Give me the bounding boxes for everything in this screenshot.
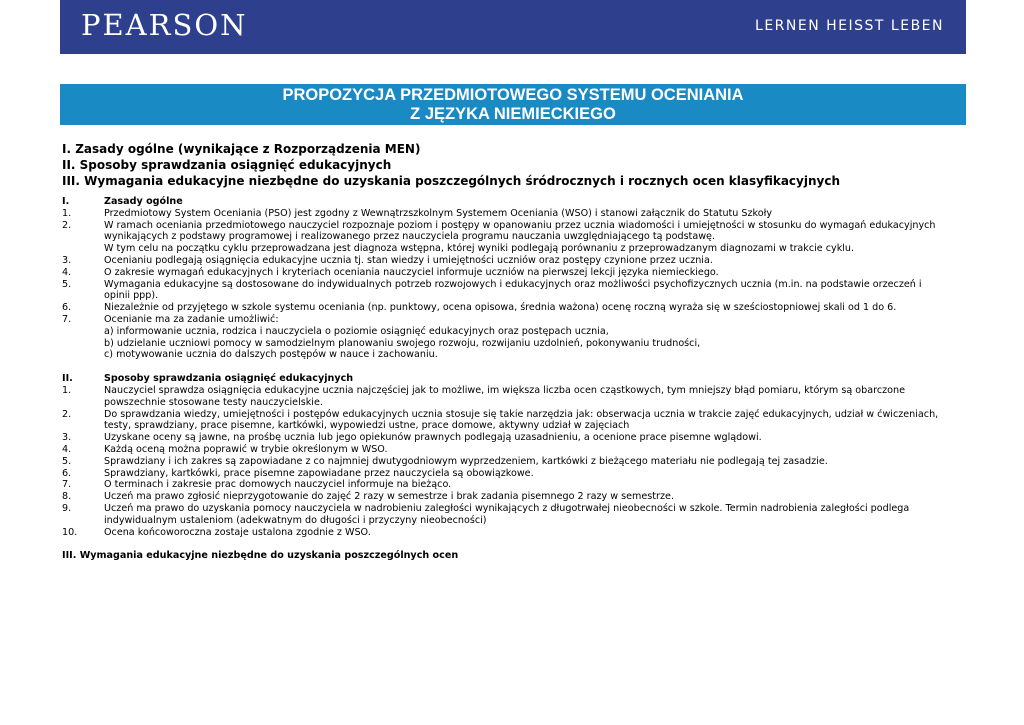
- item-text: opinii ppp).: [104, 290, 159, 302]
- item-text: a) informowanie ucznia, rodzica i nauczyciela o poziomie osiągnięć edukacyjnych oraz postępach ucznia,: [104, 325, 609, 337]
- item-text: Każdą oceną można poprawić w trybie określonym w WSO.: [104, 443, 388, 455]
- spacer: [62, 361, 962, 373]
- item-number: 5.: [62, 278, 72, 290]
- item-text: Przedmiotowy System Oceniania (PSO) jest zgodny z Wewnątrzszkolnym Systemem Oceniania (WSO) i stanowi załącznik do Statutu Szkoły: [104, 207, 773, 219]
- item-number: 5.: [62, 455, 72, 467]
- item-number: [62, 231, 104, 243]
- item-number: 7.: [62, 313, 72, 325]
- section-number: I.: [62, 196, 70, 207]
- list-item: [62, 326, 962, 338]
- list-item: [62, 314, 962, 326]
- item-text: Nauczyciel sprawdza osiągnięcia edukacyjne ucznia najczęściej jak to możliwe, im większa liczba ocen cząstkowych, tym mniejszy błąd pomiaru, którym są obarczone: [104, 384, 905, 396]
- item-text: b) udzielanie uczniowi pomocy w samodzielnym planowaniu swojego rozwoju, rozwijaniu uzdolnień, pokonywaniu trudności,: [104, 337, 701, 349]
- item-text: Ocenianie ma za zadanie umożliwić:: [104, 313, 279, 325]
- document-body: [62, 196, 962, 562]
- pearson-logo: PEARSON: [81, 8, 248, 42]
- item-number: 2.: [62, 219, 72, 231]
- list-item: [62, 220, 962, 232]
- list-item: [62, 385, 962, 397]
- item-text: indywidualnym ustaleniom (adekwatnym do długości i przyczyny nieobecności): [104, 514, 487, 526]
- item-text: powszechnie stosowane testy nauczycielskie.: [104, 396, 323, 408]
- list-item: [62, 208, 962, 220]
- item-number: 9.: [62, 502, 72, 514]
- section-heading: [62, 196, 962, 208]
- header-slogan: LERNEN HEISST LEBEN: [755, 18, 944, 34]
- title-line-2: Z JĘZYKA NIEMIECKIEGO: [410, 105, 616, 123]
- list-item: [62, 503, 962, 515]
- item-text: Ocena końcoworoczna zostaje ustalona zgodnie z WSO.: [104, 526, 371, 538]
- item-number: [62, 515, 104, 527]
- item-number: 10.: [62, 526, 78, 538]
- item-text: W tym celu na początku cyklu przeprowadzana jest diagnoza wstępna, której wyniki podlegają porównaniu z przeprowadzanym diagnozami w trakcie cyklu.: [104, 243, 855, 255]
- item-text: Sprawdziany, kartkówki, prace pisemne zapowiadane przez nauczyciela są obowiązkowe.: [104, 467, 534, 479]
- list-item: [62, 338, 962, 350]
- item-text: Do sprawdzania wiedzy, umiejętności i postępów edukacyjnych ucznia stosuje się takie narzędzia jak: obserwacja ucznia w trakcie zajęć edukacyjnych, udział w ćwiczeniach,: [104, 408, 939, 420]
- list-item: [62, 267, 962, 279]
- list-item: [62, 290, 962, 302]
- item-number: 3.: [62, 254, 72, 266]
- item-number: 1.: [62, 207, 72, 219]
- item-text: Wymagania edukacyjne są dostosowane do indywidualnych potrzeb rozwojowych i edukacyjnych oraz możliwości psychofizycznych ucznia (m.in. na podstawie orzeczeń i: [104, 278, 922, 290]
- item-text: Niezależnie od przyjętego w szkole systemu oceniania (np. punktowy, ocena opisowa, średnia ważona) ocenę roczną wyraża się w sześciostopniowej skali od 1 do 6.: [104, 302, 897, 314]
- item-number: [62, 397, 104, 409]
- item-number: 7.: [62, 479, 72, 491]
- item-text: W ramach oceniania przedmiotowego nauczyciel rozpoznaje poziom i postępy w opanowaniu przez ucznia wiadomości i umiejętności w stosunku do wymagań edukacyjnych: [104, 219, 936, 231]
- list-item: [62, 420, 962, 432]
- list-item: [62, 349, 962, 361]
- item-text: testy, sprawdziany, prace pisemne, kartkówki, wypowiedzi ustne, prace domowe, aktywny udział w zajęciach: [104, 420, 630, 432]
- list-item: [62, 255, 962, 267]
- item-text: c) motywowanie ucznia do dalszych postępów w nauce i zachowaniu.: [104, 349, 438, 361]
- item-text: Uczeń ma prawo do uzyskania pomocy nauczyciela w nadrobieniu zaległości wynikających z długotrwałej nieobecności w szkole. Termin nadrobienia zaległości podlega: [104, 502, 910, 514]
- item-number: 4.: [62, 266, 72, 278]
- section-number: II.: [62, 373, 73, 385]
- item-text: O zakresie wymagań edukacyjnych i kryteriach oceniania nauczyciel informuje uczniów na pierwszej lekcji języka niemieckiego.: [104, 266, 719, 278]
- section-title: Sposoby sprawdzania osiągnięć edukacyjnych: [104, 373, 354, 385]
- item-number: [62, 326, 104, 338]
- list-item: [62, 302, 962, 314]
- toc-item: I. Zasady ogólne (wynikające z Rozporządzenia MEN): [62, 142, 421, 156]
- section-title: Zasady ogólne: [104, 196, 183, 207]
- list-item: [62, 397, 962, 409]
- toc-item: III. Wymagania edukacyjne niezbędne do uzyskania poszczególnych śródrocznych i rocznych ocen klasyfikacyjnych: [62, 174, 841, 188]
- item-text: Ocenianiu podlegają osiągnięcia edukacyjne ucznia tj. stan wiedzy i umiejętności uczniów oraz postępy czynione przez ucznia.: [104, 254, 713, 266]
- section-3-heading: III. Wymagania edukacyjne niezbędne do uzyskania poszczególnych ocen: [62, 550, 459, 562]
- list-item: [62, 432, 962, 444]
- item-number: [62, 290, 104, 302]
- item-number: 6.: [62, 467, 72, 479]
- item-number: 1.: [62, 384, 72, 396]
- section-heading: [62, 373, 962, 385]
- item-number: [62, 243, 104, 255]
- header-banner: [60, 0, 966, 54]
- toc-item: II. Sposoby sprawdzania osiągnięć edukacyjnych: [62, 158, 392, 172]
- item-number: 6.: [62, 302, 72, 314]
- title-line-1: PROPOZYCJA PRZEDMIOTOWEGO SYSTEMU OCENIANIA: [282, 86, 744, 104]
- list-item: [62, 243, 962, 255]
- item-number: 2.: [62, 408, 72, 420]
- list-item: [62, 527, 962, 539]
- item-number: 4.: [62, 443, 72, 455]
- section-1-list: [62, 208, 962, 361]
- spacer: [62, 538, 962, 550]
- section-2-list: [62, 385, 962, 538]
- list-item: [62, 479, 962, 491]
- list-item: [62, 444, 962, 456]
- list-item: [62, 491, 962, 503]
- list-item: [62, 515, 962, 527]
- table-of-contents: [62, 141, 962, 189]
- item-text: O terminach i zakresie prac domowych nauczyciel informuje na bieżąco.: [104, 479, 452, 491]
- item-number: [62, 349, 104, 361]
- list-item: [62, 468, 962, 480]
- item-text: wynikających z podstawy programowej i realizowanego przez nauczyciela programu nauczania uwzględniającego tą podstawę.: [104, 231, 716, 243]
- item-text: Sprawdziany i ich zakres są zapowiadane z co najmniej dwutygodniowym wyprzedzeniem, kartkówki z bieżącego materiału nie podlegają tej zasadzie.: [104, 455, 828, 467]
- document-title: [60, 84, 966, 125]
- item-number: 3.: [62, 432, 72, 444]
- item-text: Uzyskane oceny są jawne, na prośbę ucznia lub jego opiekunów prawnych podlegają uzasadnieniu, a ocenione prace pisemne wglądowi.: [104, 432, 762, 444]
- list-item: [62, 409, 962, 421]
- list-item: [62, 231, 962, 243]
- item-number: 8.: [62, 491, 72, 503]
- list-item: [62, 279, 962, 291]
- item-number: [62, 338, 104, 350]
- item-number: [62, 420, 104, 432]
- item-text: Uczeń ma prawo zgłosić nieprzygotowanie do zajęć 2 razy w semestrze i brak zadania pisemnego 2 razy w semestrze.: [104, 491, 674, 503]
- list-item: [62, 456, 962, 468]
